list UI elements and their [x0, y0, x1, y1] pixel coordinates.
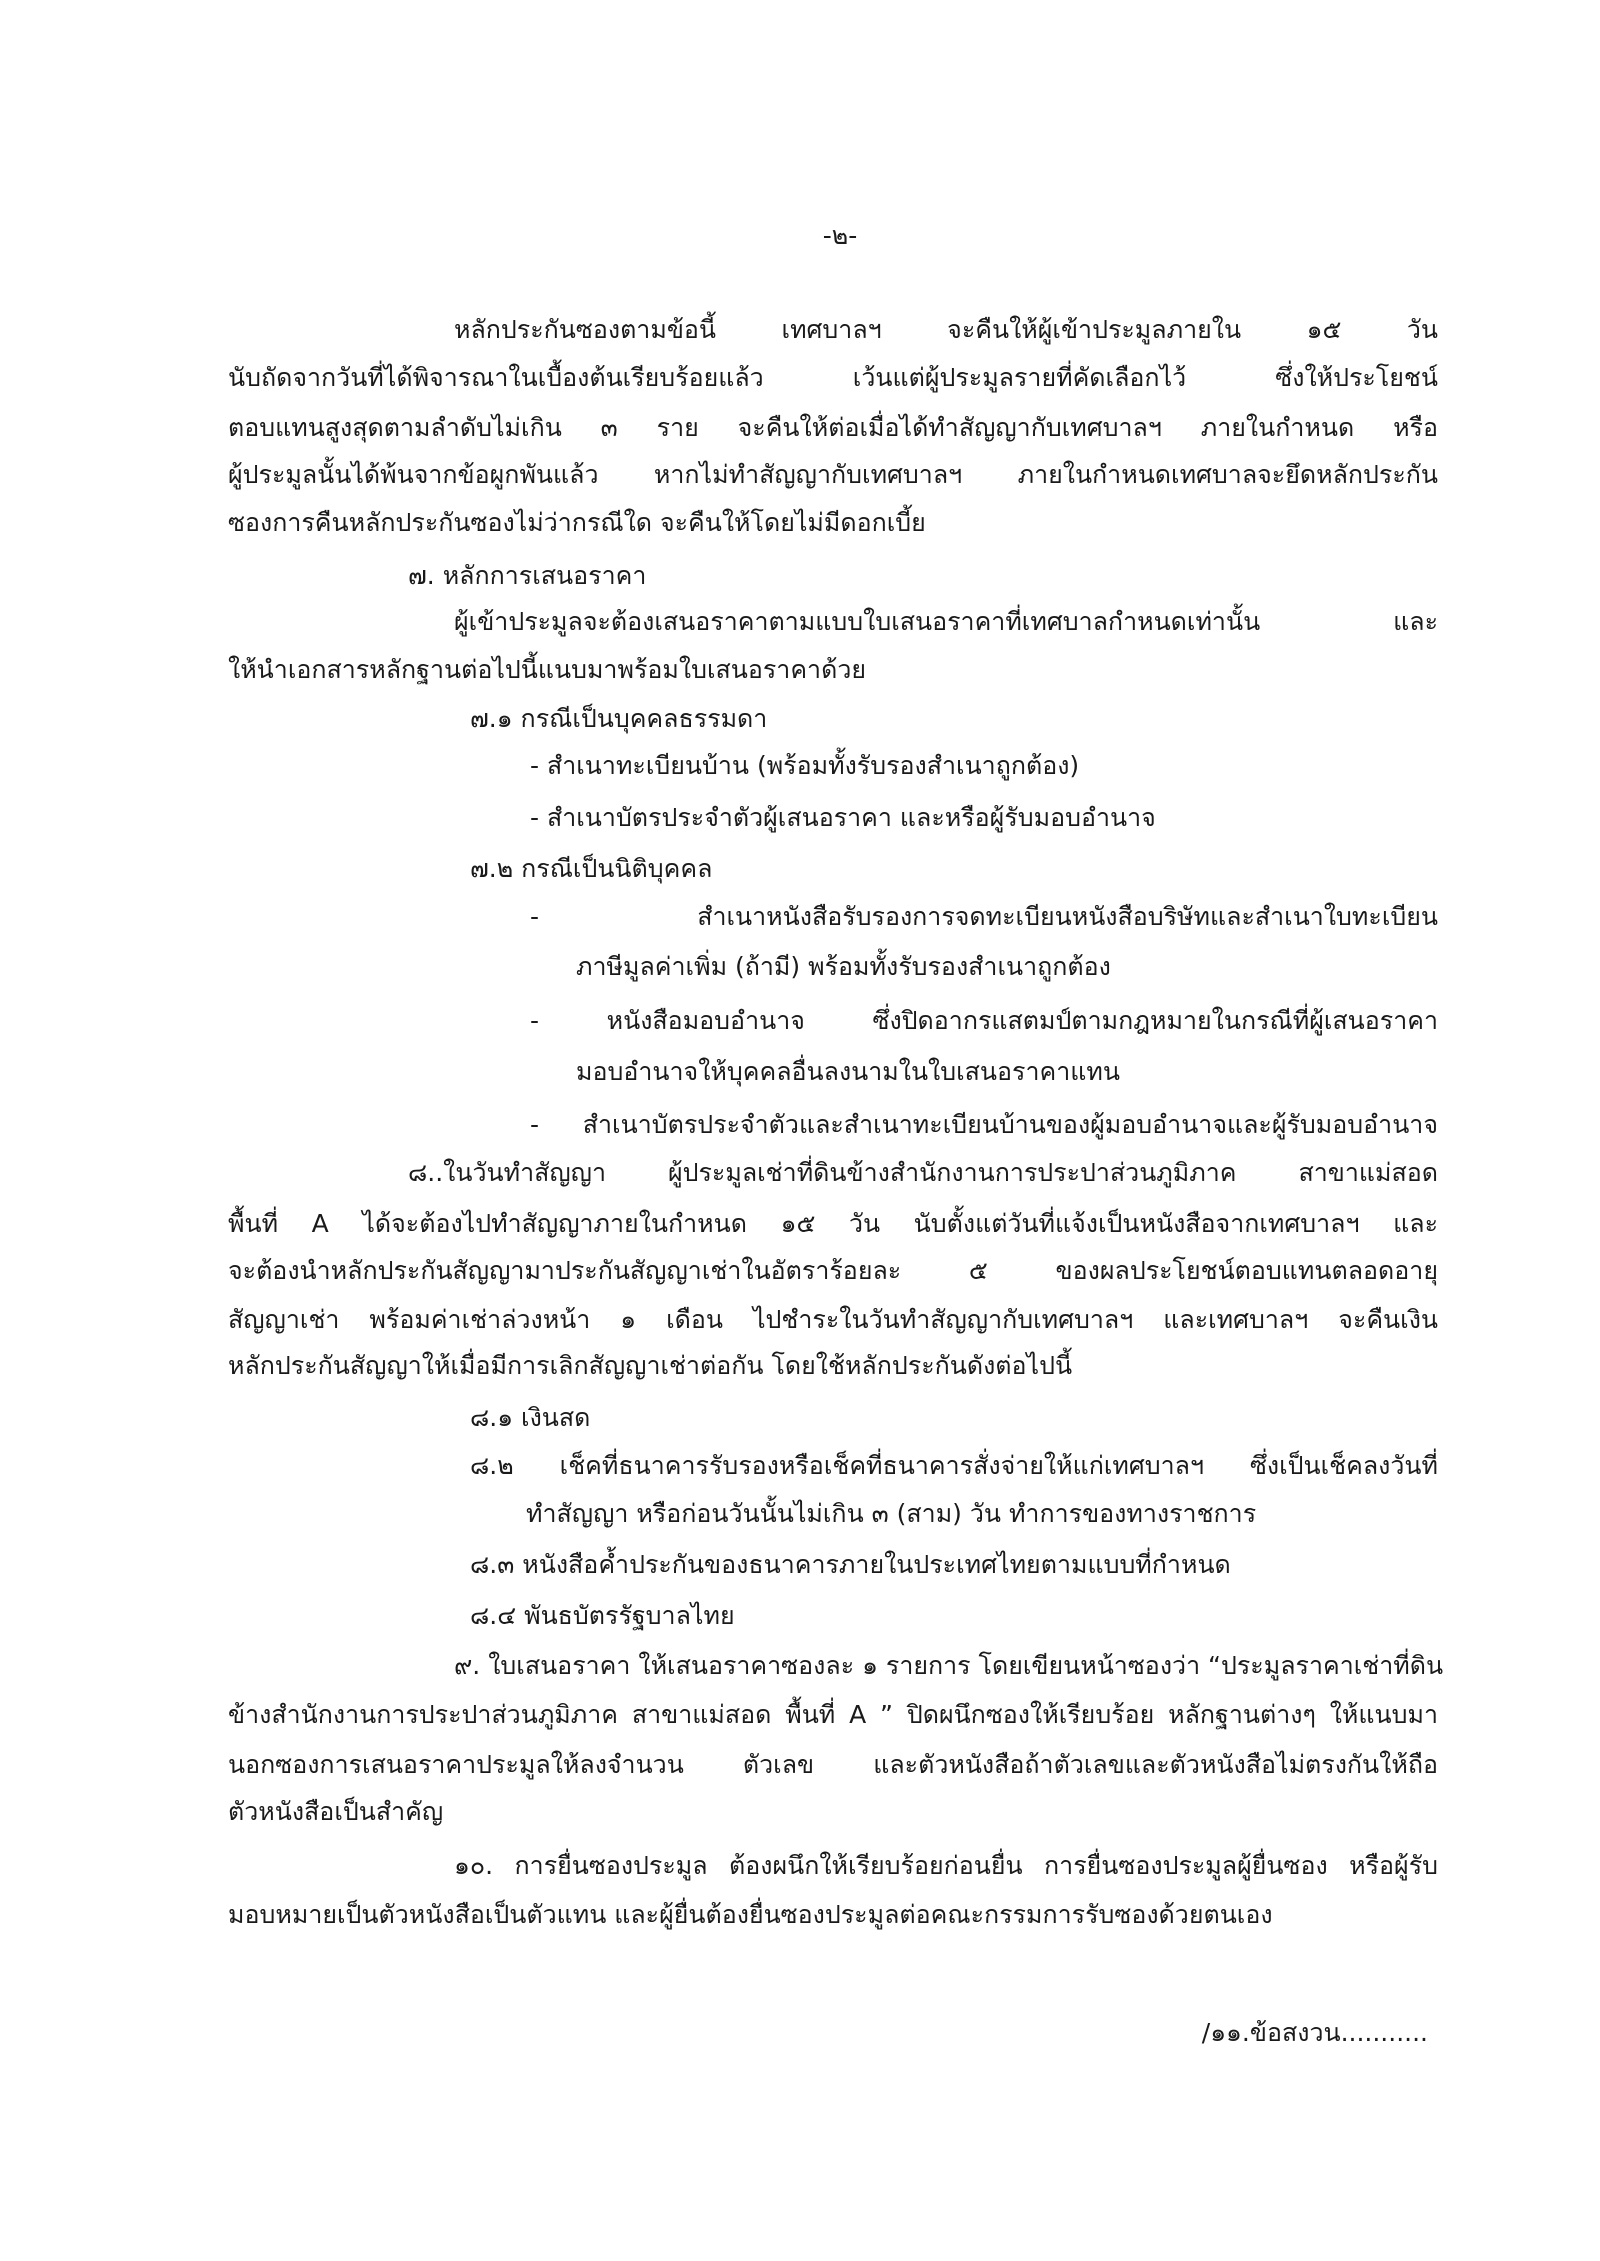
text-line: ๘..ในวันทำสัญญา ผู้ประมูลเช่าที่ดินข้างสำนักงานการประปาส่วนภูมิภาค สาขาแม่สอด — [408, 1158, 1438, 1187]
text-line: ๗.๑ กรณีเป็นบุคคลธรรมดา — [470, 704, 768, 733]
text-line: ทำสัญญา หรือก่อนวันนั้นไม่เกิน ๓ (สาม) วัน ทำการของทางราชการ — [526, 1499, 1257, 1528]
text-line: ๑๐. การยื่นซองประมูล ต้องผนึกให้เรียบร้อยก่อนยื่น การยื่นซองประมูลผู้ยื่นซอง หรือผู้รับ — [454, 1851, 1438, 1880]
text-line: ผู้ประมูลนั้นได้พ้นจากข้อผูกพันแล้ว หากไม่ทำสัญญากับเทศบาลฯ ภายในกำหนดเทศบาลจะยึดหลักประกัน — [228, 460, 1438, 489]
page-number: -๒- — [822, 221, 858, 250]
text-line: สัญญาเช่า พร้อมค่าเช่าล่วงหน้า ๑ เดือน ไปชำระในวันทำสัญญากับเทศบาลฯ และเทศบาลฯ จะคืนเงิน — [228, 1305, 1438, 1334]
text-line: ๘.๑ เงินสด — [470, 1403, 591, 1432]
text-line: นับถัดจากวันที่ได้พิจารณาในเบื้องต้นเรียบร้อยแล้ว เว้นแต่ผู้ประมูลรายที่คัดเลือกไว้ ซึ่งให้ประโยชน์ — [228, 363, 1438, 392]
text-line: พื้นที่ A ได้จะต้องไปทำสัญญาภายในกำหนด ๑๕ วัน นับตั้งแต่วันที่แจ้งเป็นหนังสือจากเทศบาลฯ และ — [228, 1209, 1438, 1238]
text-line: ซองการคืนหลักประกันซองไม่ว่ากรณีใด จะคืนให้โดยไม่มีดอกเบี้ย — [228, 508, 926, 537]
text-line: มอบอำนาจให้บุคคลอื่นลงนามในใบเสนอราคาแทน — [576, 1057, 1120, 1086]
text-line: ๗. หลักการเสนอราคา — [408, 561, 647, 590]
text-line: - สำเนาทะเบียนบ้าน (พร้อมทั้งรับรองสำเนาถูกต้อง) — [530, 751, 1080, 780]
text-line: - สำเนาบัตรประจำตัวและสำเนาทะเบียนบ้านของผู้มอบอำนาจและผู้รับมอบอำนาจ — [530, 1110, 1438, 1139]
text-line: นอกซองการเสนอราคาประมูลให้ลงจำนวน ตัวเลข และตัวหนังสือถ้าตัวเลขและตัวหนังสือไม่ตรงกันให้ถือ — [228, 1750, 1438, 1779]
text-line: หลักประกันซองตามข้อนี้ เทศบาลฯ จะคืนให้ผู้เข้าประมูลภายใน ๑๕ วัน — [454, 315, 1438, 344]
text-line: ตอบแทนสูงสุดตามลำดับไม่เกิน ๓ ราย จะคืนให้ต่อเมื่อได้ทำสัญญากับเทศบาลฯ ภายในกำหนด หรือ — [228, 413, 1438, 442]
text-line: ตัวหนังสือเป็นสำคัญ — [228, 1797, 444, 1826]
text-line: ๙. ใบเสนอราคา ให้เสนอราคาซองละ ๑ รายการ โดยเขียนหน้าซองว่า “ประมูลราคาเช่าที่ดิน — [454, 1651, 1444, 1680]
text-line: - สำเนาบัตรประจำตัวผู้เสนอราคา และหรือผู้รับมอบอำนาจ — [530, 803, 1156, 832]
footer-continuation: /๑๑.ข้อสงวน........... — [1201, 2018, 1428, 2047]
text-line: ผู้เข้าประมูลจะต้องเสนอราคาตามแบบใบเสนอราคาที่เทศบาลกำหนดเท่านั้น และ — [454, 607, 1438, 636]
text-line: ภาษีมูลค่าเพิ่ม (ถ้ามี) พร้อมทั้งรับรองสำเนาถูกต้อง — [576, 952, 1111, 981]
text-line: มอบหมายเป็นตัวหนังสือเป็นตัวแทน และผู้ยื่นต้องยื่นซองประมูลต่อคณะกรรมการรับซองด้วยตนเอง — [228, 1900, 1273, 1929]
text-line: ๘.๒ เช็คที่ธนาคารรับรองหรือเช็คที่ธนาคารสั่งจ่ายให้แก่เทศบาลฯ ซึ่งเป็นเช็คลงวันที่ — [470, 1451, 1438, 1480]
text-line: ข้างสำนักงานการประปาส่วนภูมิภาค สาขาแม่สอด พื้นที่ A ” ปิดผนึกซองให้เรียบร้อย หลักฐานต่างๆ ให้แนบมา — [228, 1700, 1438, 1729]
text-line: ๘.๓ หนังสือค้ำประกันของธนาคารภายในประเทศไทยตามแบบที่กำหนด — [470, 1550, 1231, 1579]
text-line: หลักประกันสัญญาให้เมื่อมีการเลิกสัญญาเช่าต่อกัน โดยใช้หลักประกันดังต่อไปนี้ — [228, 1351, 1073, 1380]
text-line: จะต้องนำหลักประกันสัญญามาประกันสัญญาเช่าในอัตราร้อยละ ๕ ของผลประโยชน์ตอบแทนตลอดอายุ — [228, 1256, 1438, 1285]
text-line: ๗.๒ กรณีเป็นนิติบุคคล — [470, 854, 713, 883]
text-line: - สำเนาหนังสือรับรองการจดทะเบียนหนังสือบริษัทและสำเนาใบทะเบียน — [530, 902, 1438, 931]
text-line: ให้นำเอกสารหลักฐานต่อไปนี้แนบมาพร้อมใบเสนอราคาด้วย — [228, 655, 867, 684]
text-line: - หนังสือมอบอำนาจ ซึ่งปิดอากรแสตมป์ตามกฎหมายในกรณีที่ผู้เสนอราคา — [530, 1006, 1438, 1035]
text-line: ๘.๔ พันธบัตรรัฐบาลไทย — [470, 1601, 735, 1630]
